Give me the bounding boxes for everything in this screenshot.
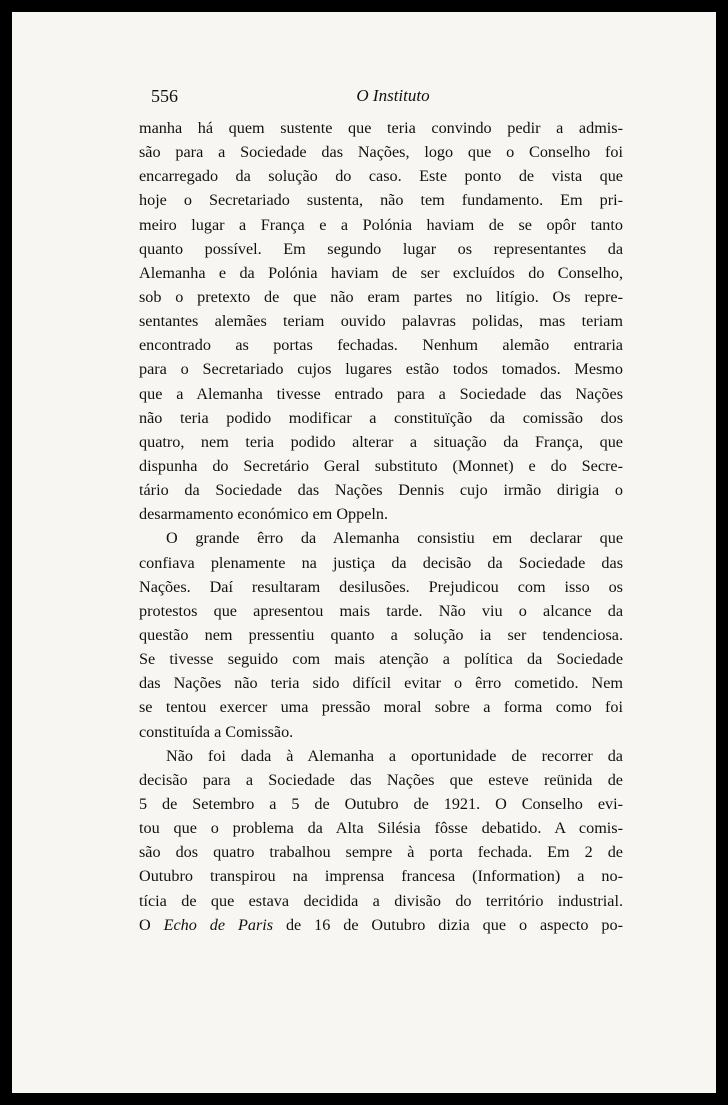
text-line: tícia de que estava decidida a divisão do território industrial. xyxy=(139,891,623,910)
text-line: hoje o Secretariado sustenta, não tem fundamento. Em pri- xyxy=(139,191,623,210)
text-line: manha há quem sustente que teria convindo pedir a admis- xyxy=(139,119,623,137)
text-line: questão nem pressentiu quanto a solução ia ser tendenciosa. xyxy=(139,625,623,644)
final-line-start: O xyxy=(139,915,164,934)
text-line: que a Alemanha tivesse entrado para a Sociedade das Nações xyxy=(139,384,623,403)
text-line: meiro lugar a França e a Polónia haviam de se opôr tanto xyxy=(139,215,623,234)
text-line: tário da Sociedade das Nações Dennis cujo irmão dirigia o xyxy=(139,481,623,500)
text-line: encontrado as portas fechadas. Nenhum alemão entraria xyxy=(139,336,623,355)
text-line: tou que o problema da Alta Silésia fôsse debatido. A comis- xyxy=(139,819,623,838)
text-line: são dos quatro trabalhou sempre à porta fechada. Em 2 de xyxy=(139,843,623,862)
text-line: das Nações não teria sido difícil evitar o êrro cometido. Nem xyxy=(139,674,623,693)
text-line: Alemanha e da Polónia haviam de ser excluídos do Conselho, xyxy=(139,263,623,282)
text-line: Nações. Daí resultaram desilusões. Prejudicou com isso os xyxy=(139,577,623,596)
text-line: não teria podido modificar a constituïção da comissão dos xyxy=(139,408,623,427)
text-line: se tentou exercer uma pressão moral sobre a forma como foi xyxy=(139,698,623,717)
text-line: sob o pretexto de que não eram partes no litígio. Os repre- xyxy=(139,287,623,306)
text-line: são para a Sociedade das Nações, logo que o Conselho foi xyxy=(139,143,623,162)
final-line-end: de 16 de Outubro dizia que o aspecto po- xyxy=(273,915,623,934)
newspaper-title: Echo de Paris xyxy=(163,915,274,934)
text-line: dispunha do Secretário Geral substituto (Monnet) e do Secre- xyxy=(139,456,623,475)
text-line: Outubro transpirou na imprensa francesa (Information) a no- xyxy=(139,867,623,886)
page-header xyxy=(151,86,635,112)
body-text xyxy=(139,116,623,937)
text-line: encarregado da solução do caso. Este ponto de vista que xyxy=(139,167,623,186)
text-line: quatro, nem teria podido alterar a situação da França, que xyxy=(139,432,623,451)
paragraph-end-line: constituída a Comissão. xyxy=(139,722,294,741)
text-line: protestos que apresentou mais tarde. Não viu o alcance da xyxy=(139,601,623,620)
paragraph-start-line: O grande êrro da Alemanha consistiu em declarar que xyxy=(166,529,623,548)
text-line: Se tivesse seguido com mais atenção a política da Sociedade xyxy=(139,650,623,669)
text-line: quanto possível. Em segundo lugar os representantes da xyxy=(139,239,623,258)
paragraph-start-line: Não foi dada à Alemanha a oportunidade de recorrer da xyxy=(166,746,623,765)
text-line: decisão para a Sociedade das Nações que esteve reünida de xyxy=(139,770,623,789)
running-title: O Instituto xyxy=(356,86,430,105)
text-line: confiava plenamente na justiça da decisão da Sociedade das xyxy=(139,553,623,572)
text-line: 5 de Setembro a 5 de Outubro de 1921. O Conselho evi- xyxy=(139,794,623,813)
page-number: 556 xyxy=(151,86,178,106)
paragraph-end-line: desarmamento económico em Oppeln. xyxy=(139,505,389,524)
text-line: para o Secretariado cujos lugares estão todos tomados. Mesmo xyxy=(139,360,623,379)
text-line: sentantes alemães teriam ouvido palavras polidas, mas teriam xyxy=(139,312,623,331)
final-text-line xyxy=(139,913,623,937)
